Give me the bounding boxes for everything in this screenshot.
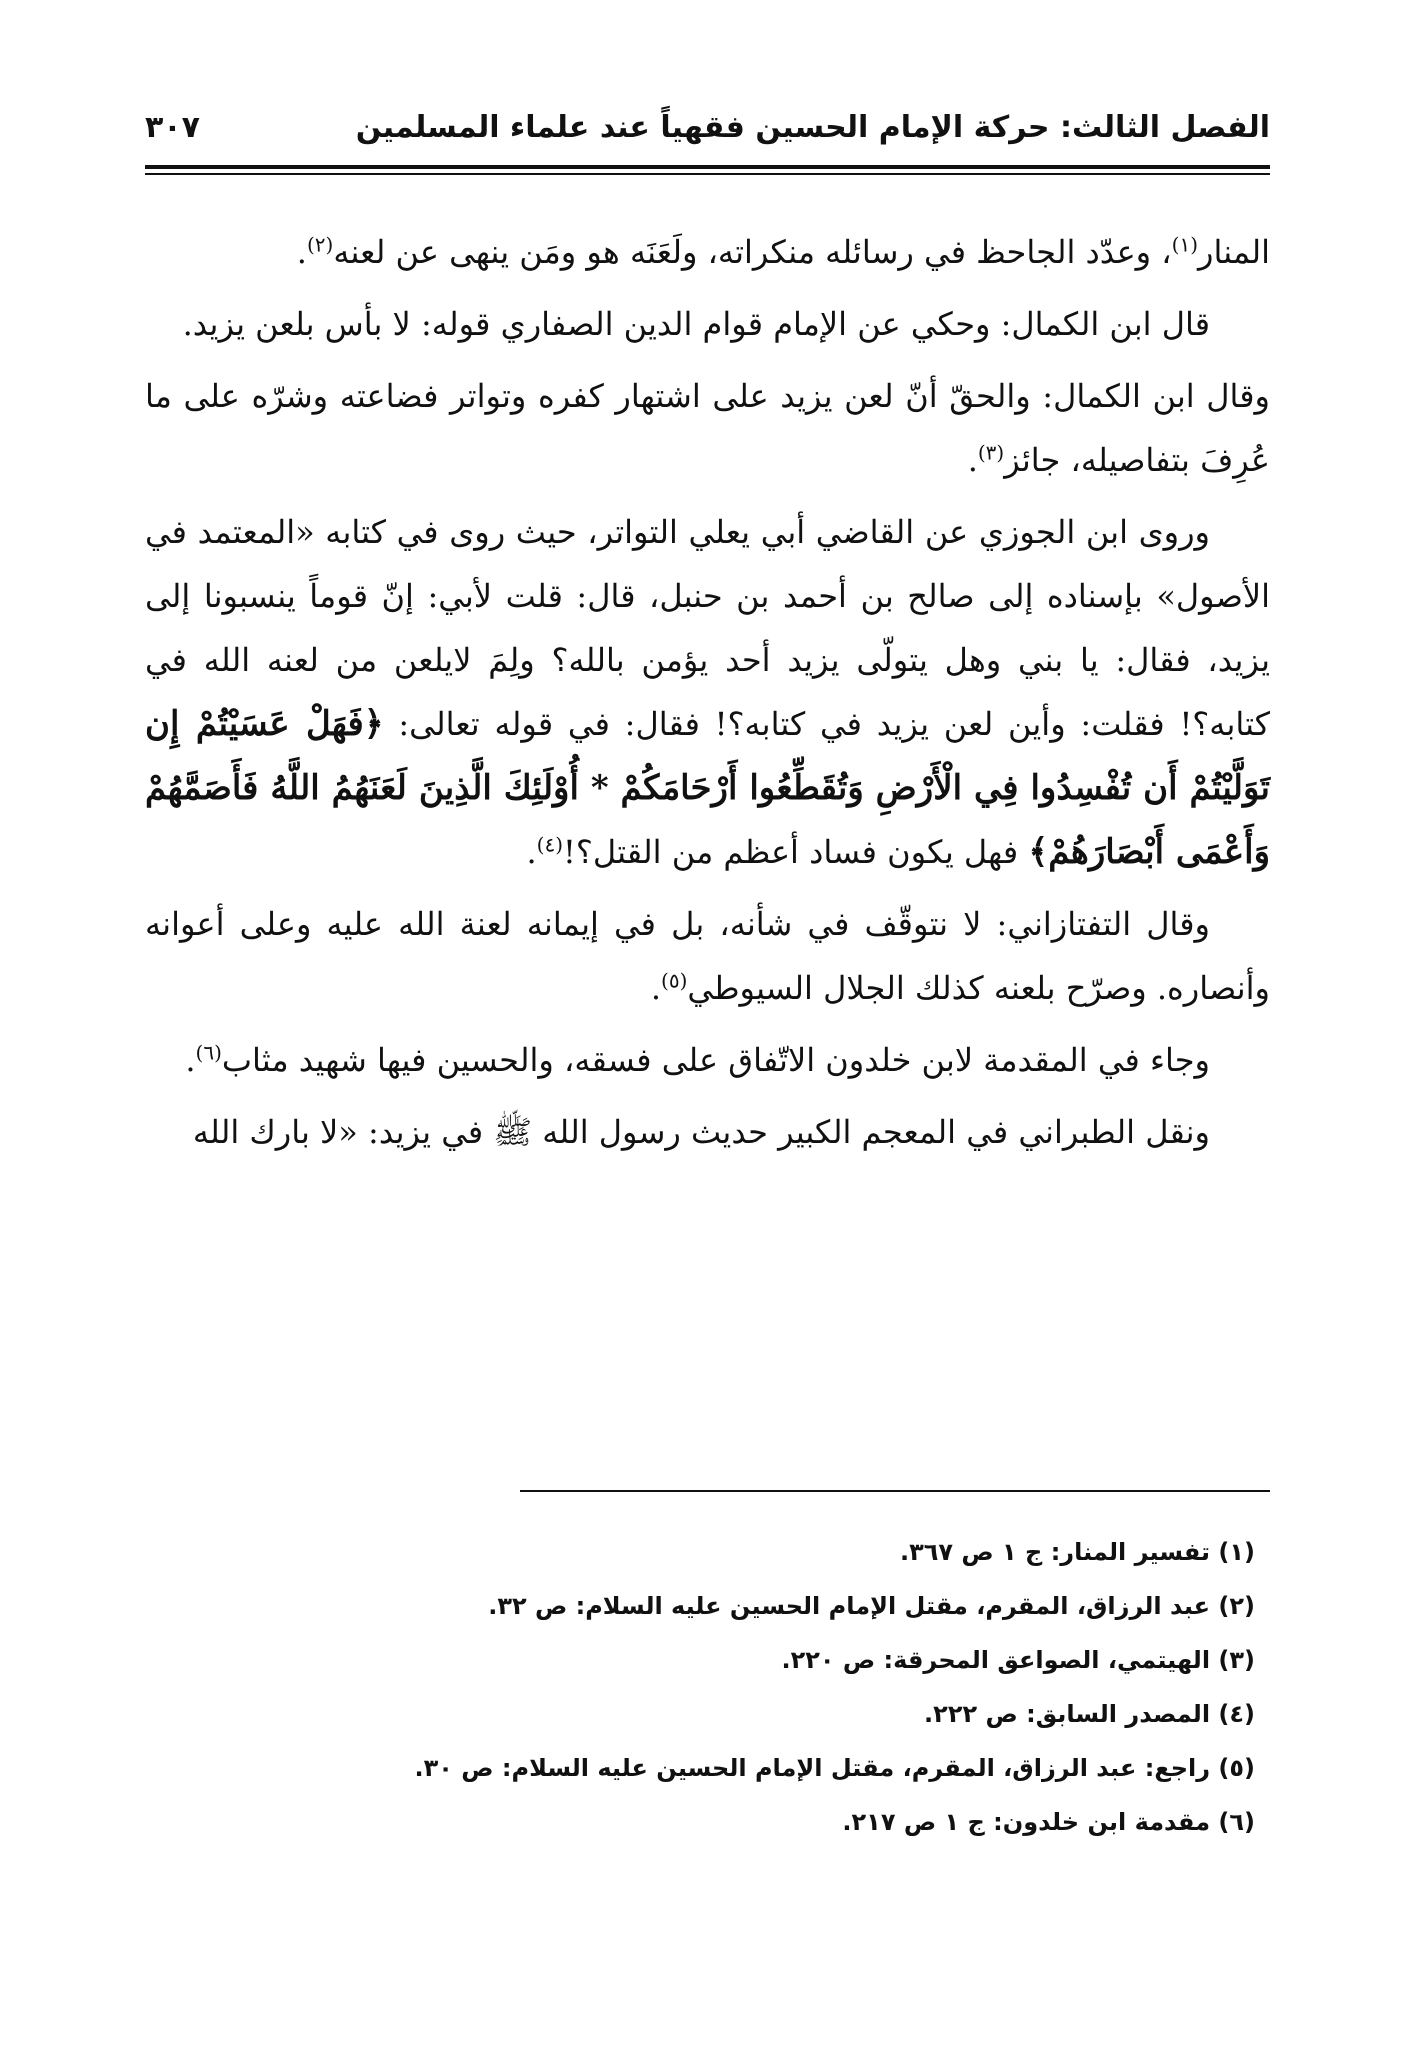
running-header: [145, 110, 1270, 160]
paragraph-text: وقال ابن الكمال: والحقّ أنّ لعن يزيد على اشتهار كفره وتواتر فضاعته وشرّه على ما عُرِفَ بتفاصيله، جائز: [145, 377, 1271, 479]
paragraph: [145, 1100, 1270, 1164]
footnote-item: (١) تفسير المنار: ج ١ ص ٣٦٧.: [899, 1538, 1255, 1566]
paragraph-text: قال ابن الكمال: وحكي عن الإمام قوام الدين الصفاري قوله: لا بأس بلعن يزيد.: [182, 305, 1210, 343]
header-rule-thin: [145, 173, 1270, 175]
paragraph-text: .: [967, 441, 978, 479]
paragraph-text: وقال التفتازاني: لا نتوقّف في شأنه، بل في إيمانه لعنة الله عليه وعلى أعوانه وأنصاره. وصرّح بلعنه كذلك الجلال السيوطي: [145, 905, 1270, 1007]
footnote-item: (٣) الهيتمي، الصواعق المحرقة: ص ٢٢٠.: [781, 1646, 1255, 1674]
footnote-separator: [520, 1490, 1270, 1492]
paragraph-text: ، وعدّد الجاحظ في رسائله منكراته، ولَعَنَه هو ومَن ينهى عن لعنه: [333, 233, 1172, 271]
footnote-item: (٢) عبد الرزاق، المقرم، مقتل الإمام الحسين عليه السلام: ص ٣٢.: [488, 1592, 1255, 1620]
paragraph: [145, 500, 1270, 884]
footnote-reference: (٢): [306, 232, 334, 257]
paragraph-text: .: [650, 969, 662, 1007]
paragraph-text: .: [526, 833, 537, 871]
paragraph: [145, 220, 1270, 284]
paragraph-text: .: [296, 233, 307, 271]
footnote-item: (٦) مقدمة ابن خلدون: ج ١ ص ٢١٧.: [842, 1808, 1255, 1836]
paragraph: [145, 364, 1270, 492]
paragraph-text: وروى ابن الجوزي عن القاضي أبي يعلي التواتر، حيث روى في كتابه «المعتمد في الأصول» بإسناده إلى صالح بن أحمد بن حنبل، قال: قلت لأبي: إنّ قوماً ينسبونا إلى يزيد، فقال: يا بني وهل يتولّى يزيد أحد يؤمن بالله؟ ولِمَ لايلعن من لعنه الله في كتابه؟! فقلت: وأين لعن يزيد في كتابه؟! فقال: في قوله تعالى:: [145, 513, 1271, 743]
paragraph-text: وجاء في المقدمة لابن خلدون الاتّفاق على فسقه، والحسين فيها شهيد مثاب: [221, 1041, 1210, 1079]
footnote-item: (٥) راجع: عبد الرزاق، المقرم، مقتل الإمام الحسين عليه السلام: ص ٣٠.: [414, 1754, 1255, 1782]
footnote-reference: (٤): [536, 832, 563, 857]
header-rule-thick: [145, 165, 1270, 169]
main-text: [145, 220, 1270, 1172]
quran-verse: ﴿فَهَلْ عَسَيْتُمْ إِن تَوَلَّيْتُمْ أَن تُفْسِدُوا فِي الْأَرْضِ وَتُقَطِّعُوا أَرْحَامَكُمْ * أُوْلَئِكَ الَّذِينَ لَعَنَهُمُ اللَّهُ فَأَصَمَّهُمْ وَأَعْمَى أَبْصَارَهُمْ﴾: [145, 704, 1270, 872]
paragraph-text: .: [185, 1041, 196, 1079]
paragraph: [145, 292, 1270, 356]
paragraph: [145, 892, 1270, 1020]
paragraph-text: ونقل الطبراني في المعجم الكبير حديث رسول الله ﷺ في يزيد: «لا بارك الله: [192, 1113, 1210, 1151]
footnote-reference: (٣): [977, 440, 1005, 465]
paragraph-text: فهل يكون فساد أعظم من القتل؟!: [563, 833, 1029, 871]
paragraph: [145, 1028, 1270, 1092]
footnote-reference: (١): [1171, 232, 1198, 257]
footnote-reference: (٦): [195, 1040, 222, 1065]
paragraph-text: المنار: [1198, 233, 1270, 271]
footnote-item: (٤) المصدر السابق: ص ٢٢٢.: [924, 1700, 1255, 1728]
footnotes: [145, 1525, 1270, 1849]
page-number: ٣٠٧: [145, 110, 200, 145]
footnote-reference: (٥): [661, 968, 688, 993]
chapter-title: الفصل الثالث: حركة الإمام الحسين فقهياً عند علماء المسلمين: [355, 110, 1270, 145]
